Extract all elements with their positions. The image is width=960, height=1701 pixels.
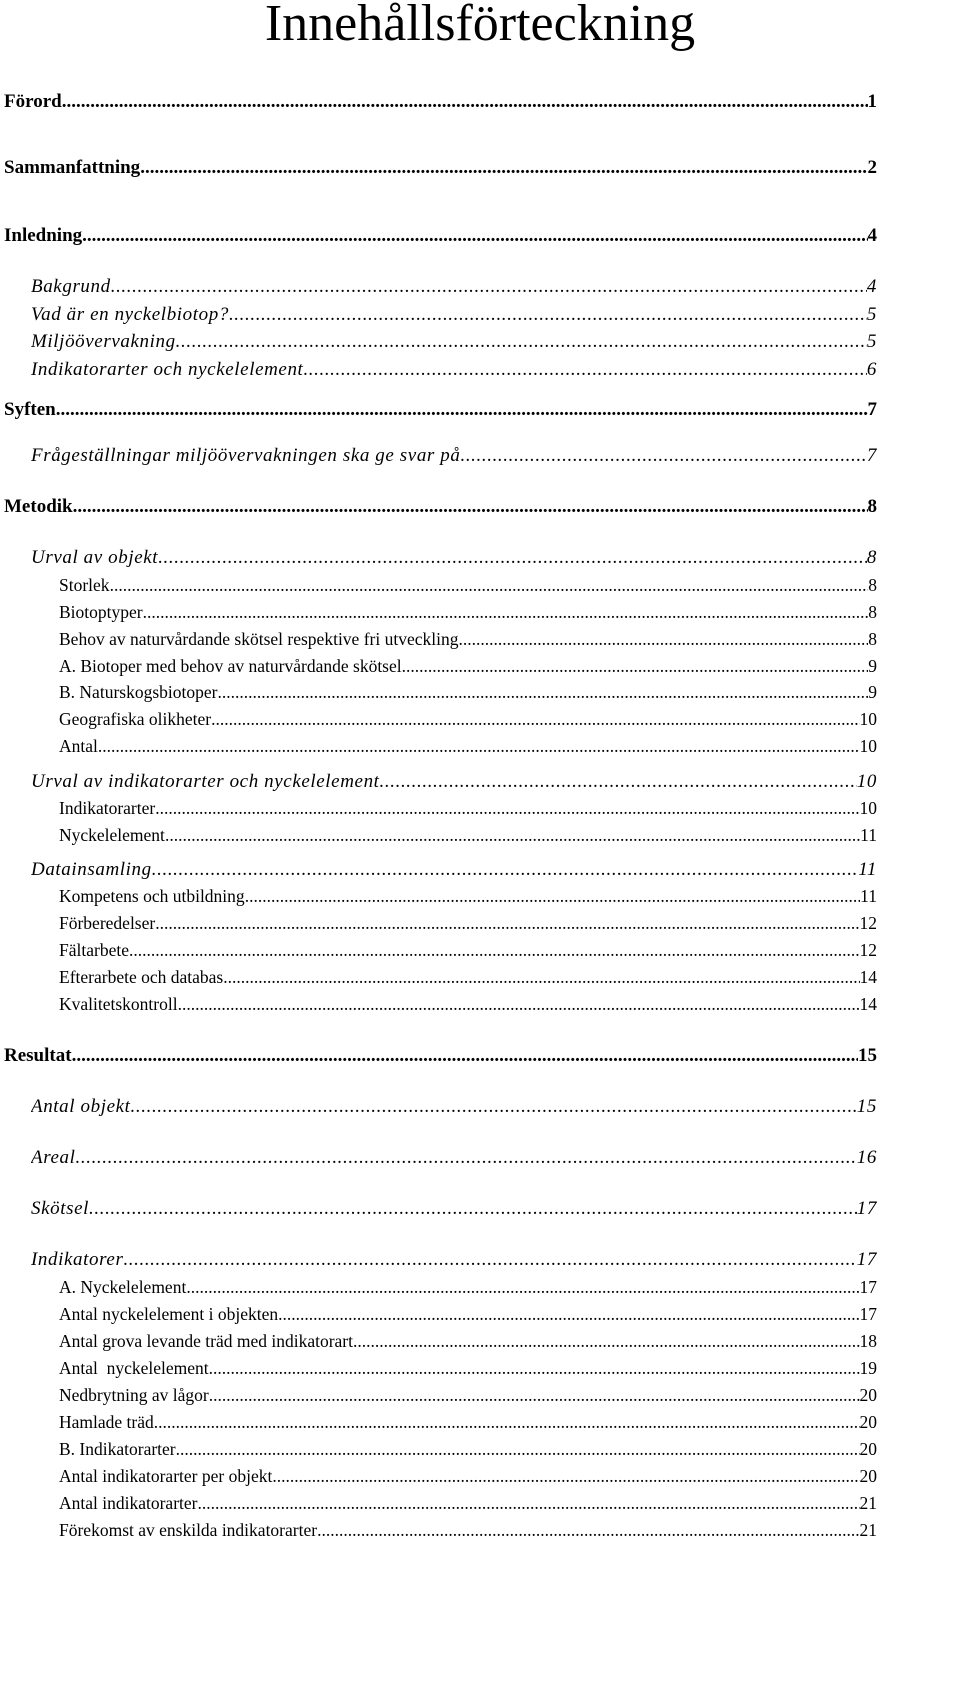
toc-entry[interactable] [31, 1248, 877, 1272]
toc-entry[interactable] [59, 1356, 877, 1380]
toc-entry-page: 6 [866, 359, 877, 380]
toc-entry[interactable] [59, 1383, 877, 1407]
toc-entry[interactable] [31, 275, 877, 299]
toc-entry-page: 15 [856, 1096, 877, 1117]
dot-leader [131, 1095, 857, 1119]
toc-entry-page: 11 [860, 825, 877, 845]
toc-entry-page: 15 [858, 1045, 877, 1066]
dot-leader [56, 398, 868, 422]
toc-entry[interactable] [59, 573, 877, 597]
toc-entry[interactable] [31, 770, 877, 794]
dot-leader [211, 707, 859, 731]
toc-entry-label: Nyckelelement [59, 825, 165, 845]
toc-entry[interactable] [59, 707, 877, 731]
toc-entry-label: B. Indikatorarter [59, 1439, 176, 1459]
dot-leader [155, 911, 859, 935]
toc-entry-page: 14 [859, 967, 877, 987]
dot-leader [460, 444, 866, 468]
toc-entry-page: 5 [866, 331, 877, 352]
toc-entry-page: 10 [859, 798, 877, 818]
dot-leader [73, 495, 868, 519]
toc-entry-label: Behov av naturvårdande skötsel respektive fri utveckling [59, 629, 459, 649]
toc-entry[interactable] [31, 1197, 877, 1221]
toc-entry-page: 12 [859, 940, 877, 960]
toc-entry[interactable] [59, 823, 877, 847]
toc-entry[interactable] [31, 358, 877, 382]
toc-entry-label: Antal [59, 736, 98, 756]
toc-entry[interactable] [31, 303, 877, 327]
toc-entry-page: 8 [868, 575, 877, 595]
toc-entry-label: Urval av objekt [31, 547, 159, 568]
toc-entry-label: Biotoptyper [59, 602, 143, 622]
toc-entry-label: Urval av indikatorarter och nyckelelement [31, 771, 380, 792]
dot-leader [176, 1437, 860, 1461]
toc-entry-label: Indikatorarter [59, 798, 156, 818]
dot-leader [154, 1410, 860, 1434]
dot-leader [62, 90, 868, 114]
toc-entry[interactable] [4, 1044, 877, 1068]
toc-entry-label: Skötsel [31, 1198, 90, 1219]
toc-entry[interactable] [59, 1464, 877, 1488]
toc-entry-label: B. Naturskogsbiotoper [59, 682, 218, 702]
toc-entry-page: 21 [859, 1493, 877, 1513]
dot-leader [380, 770, 857, 794]
dot-leader [98, 734, 860, 758]
dot-leader [178, 992, 860, 1016]
toc-entry-page: 8 [866, 547, 877, 568]
dot-leader [458, 627, 868, 651]
toc-entry-page: 14 [859, 994, 877, 1014]
toc-entry-page: 10 [856, 771, 877, 792]
dot-leader [209, 1383, 860, 1407]
toc-entry[interactable] [59, 1491, 877, 1515]
toc-entry-page: 16 [856, 1147, 877, 1168]
toc-entry-page: 19 [859, 1358, 877, 1378]
toc-entry-page: 10 [859, 736, 877, 756]
dot-leader [111, 275, 867, 299]
toc-entry-label: Antal indikatorarter [59, 1493, 198, 1513]
toc-entry[interactable] [59, 938, 877, 962]
toc-entry[interactable] [31, 330, 877, 354]
toc-entry-page: 5 [866, 304, 877, 325]
toc-entry[interactable] [4, 398, 877, 422]
toc-entry[interactable] [4, 156, 877, 180]
dot-leader [89, 1197, 857, 1221]
dot-leader [272, 1464, 859, 1488]
toc-entry[interactable] [59, 1302, 877, 1326]
toc-entry-label: Vad är en nyckelbiotop? [31, 304, 229, 325]
toc-entry[interactable] [31, 1095, 877, 1119]
toc-entry-label: Antal grova levande träd med indikatorart [59, 1331, 353, 1351]
toc-entry-label: Kompetens och utbildning [59, 886, 245, 906]
toc-entry-label: A. Biotoper med behov av naturvårdande skötsel [59, 656, 402, 676]
dot-leader [223, 965, 859, 989]
toc-entry-label: Bakgrund [31, 276, 111, 297]
toc-entry-page: 4 [866, 276, 877, 297]
dot-leader [143, 600, 869, 624]
toc-entry-page: 18 [859, 1331, 877, 1351]
toc-entry-label: Antal indikatorarter per objekt [59, 1466, 273, 1486]
toc-entry[interactable] [59, 654, 877, 678]
dot-leader [402, 654, 869, 678]
toc-entry[interactable] [59, 1437, 877, 1461]
toc-entry-label: Efterarbete och databas [59, 967, 224, 987]
toc-entry-label: Fältarbete [59, 940, 129, 960]
toc-entry[interactable] [31, 546, 877, 570]
toc-entry-label: Geografiska olikheter [59, 709, 212, 729]
toc-entry-page: 4 [867, 225, 877, 246]
toc-entry-label: Frågeställningar miljöövervakningen ska ge svar på [31, 445, 461, 466]
toc-entry[interactable] [59, 1329, 877, 1353]
toc-entry-page: 20 [859, 1412, 877, 1432]
toc-entry[interactable] [59, 965, 877, 989]
dot-leader [303, 358, 866, 382]
toc-entry[interactable] [59, 1410, 877, 1434]
toc-entry-page: 7 [867, 399, 877, 420]
toc-entry-label: Areal [31, 1147, 76, 1168]
dot-leader [82, 224, 867, 248]
dot-leader [72, 1044, 858, 1068]
toc-entry-label: Miljöövervakning [31, 331, 176, 352]
toc-entry[interactable] [4, 495, 877, 519]
dot-leader [209, 1356, 860, 1380]
toc-entry-label: Förekomst av enskilda indikatorarter [59, 1520, 318, 1540]
toc-entry[interactable] [59, 627, 877, 651]
toc-entry[interactable] [59, 992, 877, 1016]
dot-leader [317, 1518, 859, 1542]
toc-entry-page: 7 [866, 445, 877, 466]
toc-entry-label: Antal nyckelelement [59, 1358, 209, 1378]
page-title: Innehållsförteckning [264, 0, 696, 52]
toc-entry[interactable] [59, 1275, 877, 1299]
toc-entry-page: 8 [868, 602, 877, 622]
toc-entry-page: 17 [859, 1277, 877, 1297]
toc-entry-label: Resultat [4, 1045, 72, 1066]
toc-entry-page: 20 [859, 1385, 877, 1405]
dot-leader [155, 796, 859, 820]
toc-entry-label: Hamlade träd [59, 1412, 154, 1432]
toc-entry[interactable] [31, 858, 877, 882]
dot-leader [158, 546, 867, 570]
toc-entry[interactable] [4, 224, 877, 248]
toc-entry-page: 11 [860, 886, 877, 906]
toc-entry[interactable] [31, 1146, 877, 1170]
toc-entry-label: Nedbrytning av lågor [59, 1385, 209, 1405]
dot-leader [186, 1275, 859, 1299]
toc-entry-label: Förord [4, 91, 62, 112]
toc-entry-label: Sammanfattning [4, 157, 141, 178]
toc-entry-page: 9 [868, 656, 877, 676]
toc-entry-page: 8 [868, 629, 877, 649]
toc-entry-label: A. Nyckelelement [59, 1277, 187, 1297]
toc-entry[interactable] [59, 911, 877, 935]
dot-leader [76, 1146, 857, 1170]
toc-entry-label: Syften [4, 399, 56, 420]
toc-entry-label: Indikatorer [31, 1249, 124, 1270]
dot-leader [129, 938, 860, 962]
toc-entry-page: 20 [859, 1439, 877, 1459]
toc-entry[interactable] [59, 734, 877, 758]
toc-entry-page: 1 [867, 91, 877, 112]
toc-entry-page: 2 [867, 157, 877, 178]
dot-leader [198, 1491, 860, 1515]
dot-leader [229, 303, 867, 327]
toc-entry-label: Förberedelser [59, 913, 156, 933]
toc-entry-label: Indikatorarter och nyckelelement [31, 359, 304, 380]
toc-entry[interactable] [59, 680, 877, 704]
toc-entry-label: Antal objekt [31, 1096, 131, 1117]
toc-entry[interactable] [59, 600, 877, 624]
toc-entry-label: Kvalitetskontroll [59, 994, 178, 1014]
dot-leader [152, 858, 858, 882]
toc-entry-label: Antal nyckelelement i objekten [59, 1304, 279, 1324]
toc-entry-page: 21 [859, 1520, 877, 1540]
dot-leader [217, 680, 868, 704]
toc-entry-page: 17 [856, 1249, 877, 1270]
toc-entry-page: 9 [868, 682, 877, 702]
dot-leader [123, 1248, 856, 1272]
toc-entry-page: 10 [859, 709, 877, 729]
dot-leader [110, 573, 869, 597]
toc-entry-page: 8 [867, 496, 877, 517]
toc-entry-label: Storlek [59, 575, 110, 595]
toc-entry[interactable] [59, 1518, 877, 1542]
dot-leader [165, 823, 860, 847]
toc-entry[interactable] [31, 444, 877, 468]
toc-entry-label: Metodik [4, 496, 73, 517]
dot-leader [245, 884, 860, 908]
toc-entry-page: 17 [859, 1304, 877, 1324]
toc-entry-label: Datainsamling [31, 859, 152, 880]
toc-entry[interactable] [59, 796, 877, 820]
dot-leader [353, 1329, 860, 1353]
toc-entry-page: 17 [856, 1198, 877, 1219]
toc-entry-label: Inledning [4, 225, 83, 246]
toc-entry[interactable] [4, 90, 877, 114]
toc-entry[interactable] [59, 884, 877, 908]
dot-leader [176, 330, 867, 354]
toc-entry-page: 11 [858, 859, 877, 880]
toc-entry-page: 12 [859, 913, 877, 933]
dot-leader [278, 1302, 859, 1326]
toc-entry-page: 20 [859, 1466, 877, 1486]
dot-leader [140, 156, 867, 180]
